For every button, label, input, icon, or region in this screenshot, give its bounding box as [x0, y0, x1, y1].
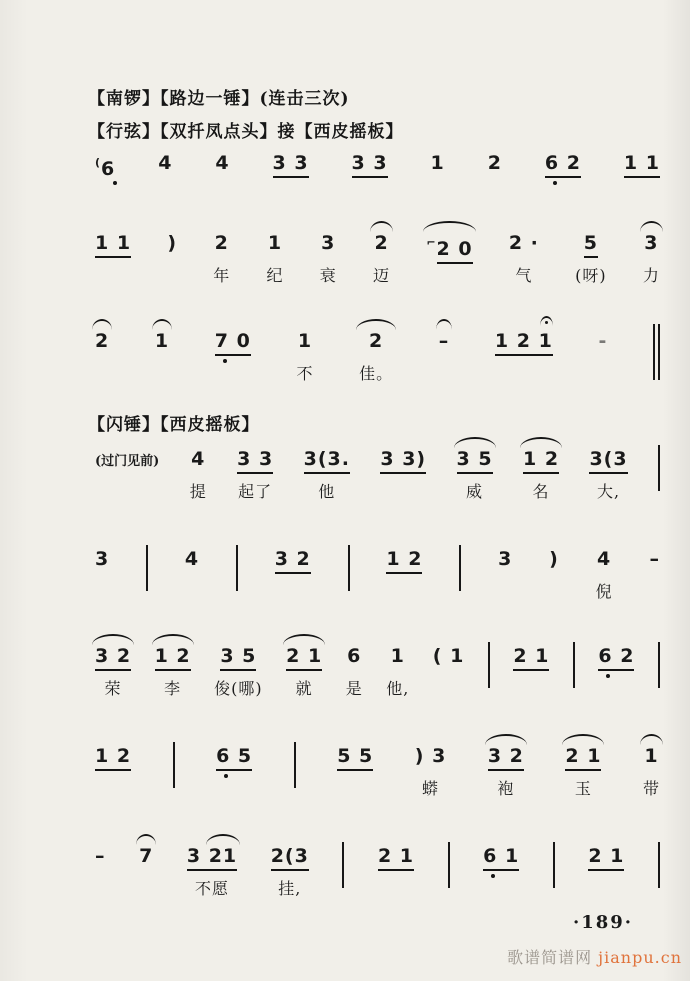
note-text: 2 ·	[508, 232, 539, 254]
lyric-text: 倪	[595, 582, 613, 601]
note-text: 1 1	[95, 232, 131, 254]
note-group	[380, 448, 426, 470]
note-group	[373, 232, 390, 286]
note-text: 2 1	[588, 845, 624, 867]
slur-arc	[152, 634, 194, 645]
note-group	[304, 448, 350, 502]
music-system-8	[95, 845, 660, 899]
note-text: 2 1	[378, 845, 414, 867]
note-group	[213, 232, 230, 286]
note-group	[598, 645, 634, 667]
octave-dot	[223, 359, 227, 363]
note-group	[575, 232, 607, 286]
slur-arc	[152, 319, 172, 330]
note-group	[95, 745, 131, 767]
note-group	[155, 645, 191, 699]
note-group	[545, 152, 581, 174]
note-group	[158, 152, 172, 174]
ornament-mark: (	[95, 156, 101, 169]
luogu-header-3: 【闪锤】【西皮摇板】	[88, 415, 260, 435]
note-group	[95, 152, 115, 180]
note-text: 7 0	[215, 330, 251, 352]
note-text: 4	[597, 548, 612, 570]
octave-dot	[606, 674, 610, 678]
luogu-header-1: 【南锣】【路边一锤】(连击三次)	[88, 89, 350, 109]
slur-arc	[92, 319, 112, 330]
note-text: 3	[644, 232, 659, 254]
octave-dot	[113, 181, 117, 185]
note-text: –	[95, 845, 106, 867]
lyric-text: 挂,	[278, 879, 302, 898]
note-group	[320, 232, 337, 286]
note-text: 3 5	[457, 448, 493, 470]
note-text: 2 1	[565, 745, 601, 767]
music-system-3	[95, 330, 660, 384]
note-group	[596, 548, 613, 602]
lyric-text: 袍	[497, 779, 515, 798]
note-group	[643, 232, 660, 286]
page-number: ·189·	[572, 912, 634, 933]
note-text: 1 2 1	[495, 330, 553, 352]
note-text: (过门见前)	[95, 454, 160, 469]
note-group	[271, 845, 309, 899]
note-group	[513, 645, 549, 667]
lyric-text: 名	[532, 482, 550, 501]
barline	[658, 642, 660, 688]
barline	[658, 445, 660, 491]
note-group	[426, 232, 472, 260]
music-system-2	[95, 232, 660, 286]
note-group	[495, 330, 553, 352]
note-text: 3(3	[589, 448, 627, 470]
note-text: 6 5	[216, 745, 252, 767]
note-group	[589, 448, 627, 502]
note-text: 3 2	[95, 645, 131, 667]
watermark-url: jianpu.cn	[598, 948, 682, 967]
slur-arc	[485, 734, 527, 745]
note-text: 3 3	[237, 448, 273, 470]
note-group	[95, 330, 109, 352]
note-text: 3 5	[220, 645, 256, 667]
lyric-text: 纪	[266, 266, 284, 285]
note-text: 1	[267, 232, 283, 254]
barline	[488, 642, 490, 688]
note-text: 1	[297, 330, 313, 352]
note-group	[296, 330, 313, 384]
note-group	[216, 745, 252, 767]
note-text: 1 2	[95, 745, 131, 767]
note-group	[431, 152, 445, 174]
note-text: )	[549, 548, 559, 570]
note-text: 1	[154, 330, 170, 352]
note-group	[215, 330, 251, 352]
lyric-text: 他,	[386, 679, 410, 698]
octave-dot	[491, 874, 495, 878]
barline	[173, 742, 175, 788]
lyric-text: 大,	[596, 482, 621, 501]
lyric-text: 不	[296, 364, 314, 383]
note-text: 2	[214, 232, 229, 254]
note-text: 5 5	[337, 745, 373, 767]
barline	[553, 842, 555, 888]
lyric-text: 威	[466, 482, 484, 501]
note-group	[352, 152, 388, 174]
slur-arc	[356, 319, 396, 330]
note-text: 2	[95, 330, 110, 352]
note-group	[523, 448, 559, 502]
final-barline	[653, 324, 660, 380]
barline	[342, 842, 344, 888]
note-text: 4	[184, 548, 200, 570]
note-group	[190, 448, 207, 502]
note-text: 3	[95, 548, 110, 570]
note-group	[267, 232, 284, 286]
lyric-text: 提	[189, 482, 207, 501]
note-text: 2	[369, 330, 384, 352]
note-text: 6	[347, 645, 362, 667]
note-group	[549, 548, 559, 570]
slur-arc	[640, 734, 663, 745]
note-group	[483, 845, 519, 867]
note-text: 2	[374, 232, 389, 254]
note-group	[95, 232, 131, 254]
note-group	[439, 330, 450, 352]
lyric-text: 李	[164, 679, 182, 698]
note-text: 1	[644, 745, 659, 767]
note-text: 2 1	[286, 645, 322, 667]
barline	[459, 545, 461, 591]
music-system-7	[95, 745, 660, 799]
music-system-5	[95, 548, 660, 602]
slur-arc	[640, 221, 663, 232]
note-group	[415, 745, 447, 799]
note-text: 2 1	[513, 645, 549, 667]
lyric-text: (呀)	[575, 266, 607, 285]
note-text: ( 1	[432, 645, 465, 667]
note-group	[214, 645, 263, 699]
note-group	[95, 645, 131, 699]
music-system-6	[95, 645, 660, 699]
barline	[146, 545, 148, 591]
slur-arc	[423, 221, 475, 232]
note-text: 3 3)	[380, 448, 426, 470]
lyric-text: 不愿	[194, 879, 229, 898]
note-group	[624, 152, 660, 174]
lyric-text: 迈	[373, 266, 391, 285]
note-text: 6 2	[545, 152, 581, 174]
note-group	[215, 152, 229, 174]
lyric-text: 荣	[104, 679, 122, 698]
note-group	[378, 845, 414, 867]
lyric-text: 是	[345, 679, 363, 698]
note-text: 1 2	[386, 548, 422, 570]
lyric-text: 就	[295, 679, 313, 698]
note-text: 6 1	[483, 845, 519, 867]
lyric-text: 年	[213, 266, 231, 285]
slur-arc	[283, 634, 325, 645]
note-group	[386, 548, 422, 570]
watermark	[507, 945, 682, 968]
note-text: 3 2	[275, 548, 311, 570]
note-group	[649, 548, 660, 570]
note-group	[185, 548, 199, 570]
note-text: 3 2	[488, 745, 524, 767]
note-text: ⌐2 0	[426, 232, 472, 260]
luogu-header-2: 【行弦】【双扦凤点头】接【西皮摇板】	[88, 122, 404, 142]
note-text: 4	[215, 152, 230, 174]
note-text: (6	[95, 156, 116, 180]
note-group	[386, 645, 409, 699]
note-text: 1	[430, 152, 445, 174]
slur-arc	[520, 437, 562, 448]
slur-arc	[206, 834, 240, 845]
note-group	[498, 548, 512, 570]
note-group	[457, 448, 493, 502]
note-text: 6 2	[598, 645, 634, 667]
note-text: 2	[487, 152, 502, 174]
slur-arc	[454, 437, 496, 448]
lyric-text: 带	[642, 779, 660, 798]
slur-arc	[562, 734, 604, 745]
note-text: 1	[390, 645, 405, 667]
note-text: 1 1	[624, 152, 660, 174]
note-group	[139, 845, 153, 867]
note-text: 2(3	[271, 845, 309, 867]
note-text: 3 3	[352, 152, 388, 174]
barline	[573, 642, 575, 688]
note-group	[275, 548, 311, 570]
note-group	[433, 645, 465, 667]
note-group	[565, 745, 601, 799]
barline	[294, 742, 296, 788]
note-group	[337, 745, 373, 767]
note-group	[237, 448, 273, 502]
ornament-mark: ⌐	[426, 236, 436, 249]
octave-dot	[224, 774, 228, 778]
octave-dot	[553, 181, 557, 185]
note-group	[598, 330, 607, 352]
barline	[448, 842, 450, 888]
note-group	[346, 645, 363, 699]
note-text: 1 2	[523, 448, 559, 470]
barline	[658, 842, 660, 888]
music-system-1	[95, 152, 660, 180]
barline	[348, 545, 350, 591]
note-group	[273, 152, 309, 174]
slur-arc	[370, 221, 393, 232]
note-group	[509, 232, 539, 286]
slur-arc	[92, 634, 134, 645]
note-text: 3 3	[273, 152, 309, 174]
note-group	[488, 152, 502, 174]
note-group	[286, 645, 322, 699]
lyric-text: 蟒	[422, 779, 440, 798]
barline	[236, 545, 238, 591]
note-group	[359, 330, 393, 384]
lyric-text: 玉	[574, 779, 592, 798]
fermata-icon	[540, 316, 553, 326]
lyric-text: 衰	[319, 266, 337, 285]
note-text: 7	[139, 845, 154, 867]
note-text: ) 3	[414, 745, 447, 767]
note-group	[187, 845, 237, 899]
lyric-text: 起了	[238, 482, 273, 501]
note-group	[488, 745, 524, 799]
lyric-text: 俊(哪)	[214, 679, 263, 698]
note-text: 1 2	[155, 645, 191, 667]
note-group	[95, 548, 109, 570]
note-text: –	[649, 548, 660, 570]
note-text: 4	[158, 152, 173, 174]
note-group	[588, 845, 624, 867]
lyric-text: 力	[642, 266, 660, 285]
slur-arc	[136, 834, 156, 845]
slur-arc	[436, 319, 453, 330]
music-system-4	[95, 448, 660, 502]
note-group	[643, 745, 660, 799]
note-text: -	[598, 330, 608, 352]
note-group	[167, 232, 177, 254]
lyric-text: 气	[515, 266, 533, 285]
note-text: 5	[584, 232, 598, 254]
note-text: 3	[321, 232, 336, 254]
note-text: )	[167, 232, 177, 254]
lyric-text: 他	[318, 482, 336, 501]
note-group	[155, 330, 169, 352]
note-group	[95, 845, 106, 867]
note-text: –	[438, 330, 450, 352]
note-text: 3(3.	[304, 448, 350, 470]
lyric-text: 佳。	[359, 364, 394, 383]
watermark-site: 歌谱简谱网	[507, 948, 593, 967]
note-text: 3 21	[187, 845, 237, 867]
note-group	[95, 448, 159, 473]
note-text: 3	[498, 548, 513, 570]
note-text: 4	[191, 448, 206, 470]
